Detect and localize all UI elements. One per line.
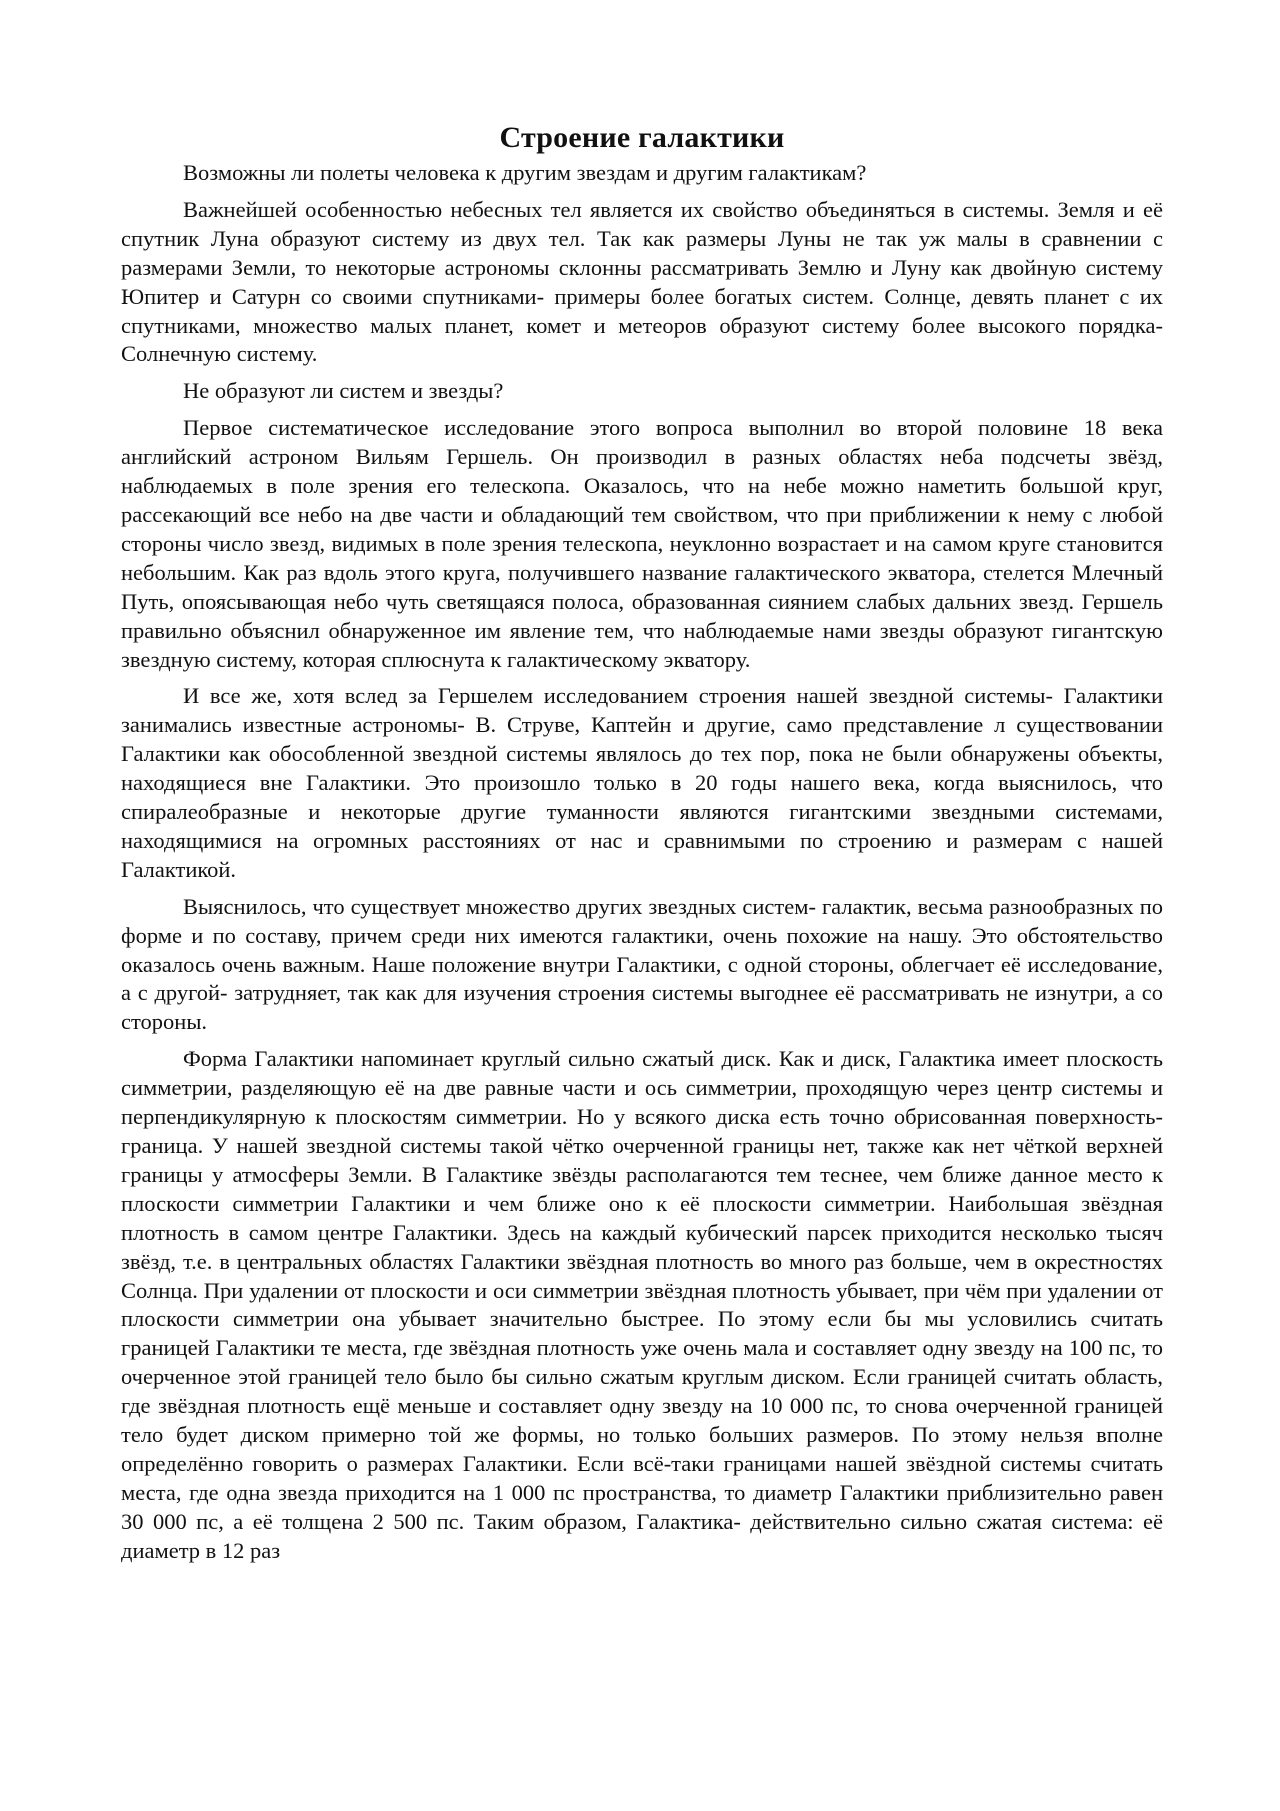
- document-page: [121, 120, 1163, 1574]
- page-title: Строение галактики: [499, 121, 785, 154]
- paragraph: И все же, хотя вслед за Гершелем исследованием строения нашей звездной системы- Галактики занимались известные астрономы- В. Струве, Каптейн и другие, само представление л существовании Галактики как обособленной звездной системы являлось до тех пор, пока не были обнаружены объекты, находящиеся вне Галактики. Это произошло только в 20 годы нашего века, когда выяснилось, что спиралеобразные и некоторые другие туманности являются гигантскими звездными системами, находящимися на огромных расстояниях от нас и сравнимыми по строению и размерам с нашей Галактикой.: [121, 683, 1163, 882]
- paragraph: Возможны ли полеты человека к другим звездам и другим галактикам?: [183, 160, 867, 185]
- paragraph: Не образуют ли систем и звезды?: [183, 378, 504, 404]
- paragraph: Форма Галактики напоминает круглый сильно сжатый диск. Как и диск, Галактика имеет плоскость симметрии, разделяющую её на две равные части и ось симметрии, проходящую через центр системы и перпендикулярную к плоскостям симметрии. Но у всякого диска есть точно обрисованная поверхность- граница. У нашей звездной системы такой чётко очерченной границы нет, также как нет чёткой верхней границы у атмосферы Земли. В Галактике звёзды располагаются тем теснее, чем ближе данное место к плоскости симметрии Галактики и чем ближе оно к её плоскости симметрии. Наибольшая звёздная плотность в самом центре Галактики. Здесь на каждый кубический парсек приходится несколько тысяч звёзд, т.е. в центральных областях Галактики звёздная плотность во много раз больше, чем в окрестностях Солнца. При удалении от плоскости и оси симметрии звёздная плотность убывает, при чём при удалении от плоскости симметрии она убывает значительно быстрее. По этому если бы мы условились считать границей Галактики те места, где звёздная плотность уже очень мала и составляет одну звезду на 100 пс, то очерченное этой границей тело было бы сильно сжатым круглым диском. Если границей считать область, где звёздная плотность ещё меньше и составляет одну звезду на 10 000 пс, то снова очерченной границей тело будет диском примерно той же формы, но только больших размеров. По этому нельзя вполне определённо говорить о размерах Галактики. Если всё-таки границами нашей звёздной системы считать места, где одна звезда приходится на 1 000 пс пространства, то диаметр Галактики приблизительно равен 30 000 пс, а её толщена 2 500 пс. Таким образом, Галактика- действительно сильно сжатая система: её диаметр в 12 раз: [121, 1046, 1163, 1563]
- paragraph: Выяснилось, что существует множество других звездных систем- галактик, весьма разнообразных по форме и по составу, причем среди них имеются галактики, очень похожие на нашу. Это обстоятельство оказалось очень важным. Наше положение внутри Галактики, с одной стороны, облегчает её исследование, а с другой- затрудняет, так как для изучения строения системы выгоднее её рассматривать не изнутри, а со стороны.: [121, 893, 1163, 1035]
- paragraph: Первое систематическое исследование этого вопроса выполнил во второй половине 18 века английский астроном Вильям Гершель. Он производил в разных областях неба подсчеты звёзд, наблюдаемых в поле зрения его телескопа. Оказалось, что на небе можно наметить большой круг, рассекающий все небо на две части и обладающий тем свойством, что при приближении к нему с любой стороны число звезд, видимых в поле зрения телескопа, неуклонно возрастает и на самом круге становится небольшим. Как раз вдоль этого круга, получившего название галактического экватора, стелется Млечный Путь, опоясывающая небо чуть светящаяся полоса, образованная сиянием слабых дальних звезд. Гершель правильно объяснил обнаруженное им явление тем, что наблюдаемые нами звезды образуют гигантскую звездную систему, которая сплюснута к галактическому экватору.: [121, 415, 1163, 672]
- paragraph: Важнейшей особенностью небесных тел является их свойство объединяться в системы. Земля и её спутник Луна образуют систему из двух тел. Так как размеры Луны не так уж малы в сравнении с размерами Земли, то некоторые астрономы склонны рассматривать Землю и Луну как двойную систему Юпитер и Сатурн со своими спутниками- примеры более богатых систем. Солнце, девять планет с их спутниками, множество малых планет, комет и метеоров образуют систему более высокого порядка- Солнечную систему.: [121, 196, 1163, 367]
